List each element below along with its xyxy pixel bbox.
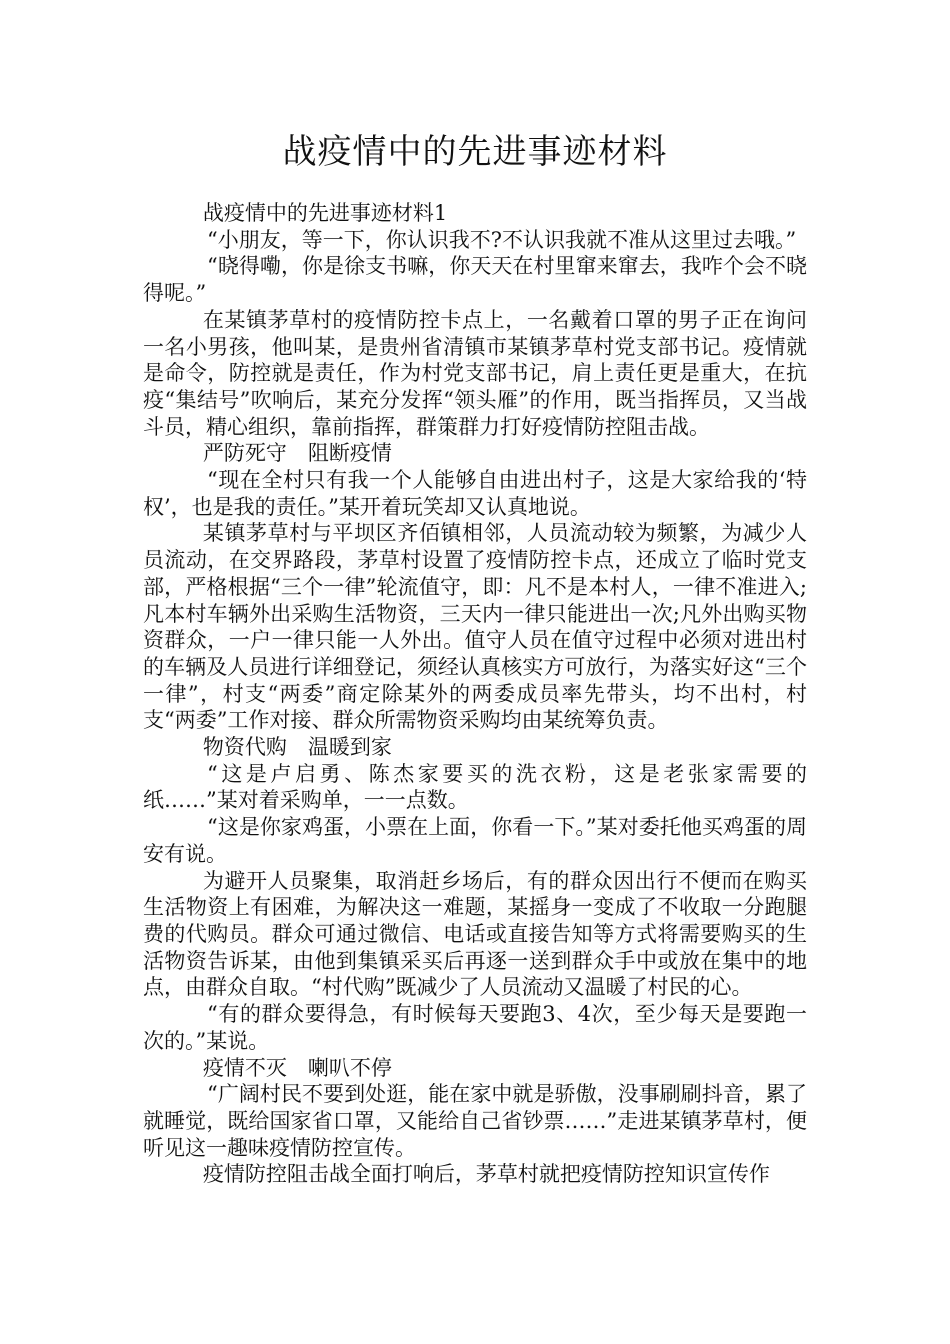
- quote-paragraph: “这是你家鸡蛋，小票在上面，你看一下。”某对委托他买鸡蛋的周安有说。: [143, 815, 807, 866]
- quote-paragraph: “这是卢启勇、陈杰家要买的洗衣粉，这是老张家需要的纸……”某对着采购单，一一点数。: [143, 761, 807, 813]
- section-heading: 严防死守 阻断疫情: [202, 441, 392, 466]
- quote-paragraph: “有的群众要得急，有时候每天要跑3、4次，至少每天是要跑一次的。”某说。: [143, 1002, 807, 1053]
- document-body: [143, 200, 807, 1188]
- quote-paragraph: “广阔村民不要到处逛，能在家中就是骄傲，没事刷刷抖音，累了就睡觉，既给国家省口罩，又能给自己省钞票……”走进某镇茅草村，便听见这一趣味疫情防控宣传。: [143, 1082, 807, 1160]
- section-heading: 战疫情中的先进事迹材料1: [202, 201, 448, 225]
- body-paragraph: 疫情防控阻击战全面打响后，茅草村就把疫情防控知识宣传作: [202, 1162, 770, 1187]
- body-paragraph: 某镇茅草村与平坝区齐佰镇相邻，人员流动较为频繁，为减少人员流动，在交界路段，茅草村设置了疫情防控卡点，还成立了临时党支部，严格根据“三个一律”轮流值守，即：凡不是本村人，一律不准进入;凡本村车辆外出采购生活物资，三天内一律只能进出一次;凡外出购买物资群众，一户一律只能一人外出。值守人员在值守过程中必须对进出村的车辆及人员进行详细登记，须经认真核实方可放行，为落实好这“三个一律”，村支“两委”商定除某外的两委成员率先带头，均不出村，村支“两委”工作对接、群众所需物资采购均由某统筹负责。: [143, 521, 807, 733]
- section-heading: 物资代购 温暖到家: [202, 735, 392, 760]
- quote-paragraph: “晓得嘞，你是徐支书嘛，你天天在村里窜来窜去，我咋个会不晓得呢。”: [143, 254, 807, 306]
- section-heading: 疫情不灭 喇叭不停: [202, 1055, 392, 1080]
- document-title: 战疫情中的先进事迹材料: [282, 132, 668, 172]
- quote-paragraph: “现在全村只有我一个人能够自由进出村子，这是大家给我的‘特权’，也是我的责任。”某开着玩笑却又认真地说。: [143, 468, 807, 519]
- body-paragraph: 在某镇茅草村的疫情防控卡点上，一名戴着口罩的男子正在询问一名小男孩，他叫某，是贵州省清镇市某镇茅草村党支部书记。疫情就是命令，防控就是责任，作为村党支部书记，肩上责任更是重大，在抗疫“集结号”吹响后，某充分发挥“领头雁”的作用，既当指挥员，又当战斗员，精心组织，靠前指挥，群策群力打好疫情防控阻击战。: [143, 307, 807, 439]
- body-paragraph: 为避开人员聚集，取消赶乡场后，有的群众因出行不便而在购买生活物资上有困难，为解决这一难题，某摇身一变成了不收取一分跑腿费的代购员。群众可通过微信、电话或直接告知等方式将需要购买的生活物资告诉某，由他到集镇采买后再逐一送到群众手中或放在集中的地点，由群众自取。“村代购”既减少了人员流动又温暖了村民的心。: [143, 868, 807, 1000]
- quote-paragraph: “小朋友，等一下，你认识我不?不认识我就不准从这里过去哦。”: [207, 227, 797, 252]
